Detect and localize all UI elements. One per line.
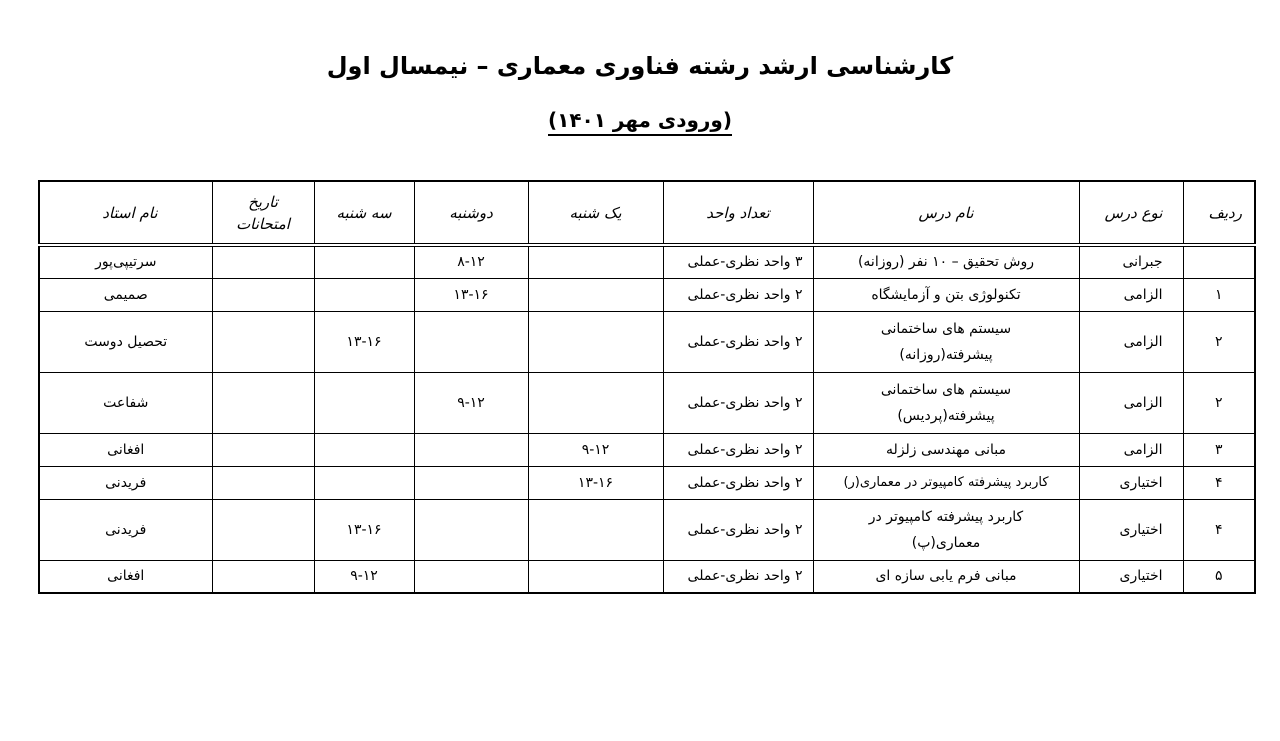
cell-units: ۲ واحد نظری-عملی [663,433,813,466]
cell-radif: ۴ [1183,499,1255,560]
header-exam-line2: امتحانات [236,214,290,233]
cell-course-type: اختیاری [1079,560,1183,593]
cell-monday [414,433,528,466]
cell-units: ۳ واحد نظری-عملی [663,245,813,278]
cell-course-type: الزامی [1079,433,1183,466]
course-name-line1: کاربرد پیشرفته کامپیوتر در [868,508,1024,525]
cell-units: ۲ واحد نظری-عملی [663,560,813,593]
cell-instructor: فریدنی [39,499,212,560]
cell-sunday [528,372,663,433]
cell-monday [414,311,528,372]
table-row [39,433,1255,466]
course-name-line1: کاربرد پیشرفته کامپیوتر در معماری(ر) [843,474,1049,490]
cell-instructor: افغانی [39,560,212,593]
cell-instructor: صمیمی [39,278,212,311]
cell-units: ۲ واحد نظری-عملی [663,278,813,311]
cell-monday: ۹-۱۲ [414,372,528,433]
table-row [39,560,1255,593]
cell-tuesday [314,433,414,466]
cell-course-name [813,466,1079,499]
cell-course-type: اختیاری [1079,499,1183,560]
table-row [39,278,1255,311]
cell-exam-date [212,560,314,593]
cell-radif: ۳ [1183,433,1255,466]
cell-instructor: سرتیپی‌پور [39,245,212,278]
cell-tuesday [314,372,414,433]
cell-tuesday [314,245,414,278]
cell-sunday [528,311,663,372]
cell-sunday: ۹-۱۲ [528,433,663,466]
cell-monday [414,560,528,593]
cell-radif: ۱ [1183,278,1255,311]
cell-exam-date [212,433,314,466]
course-name-line1: مبانی فرم یابی سازه ای [875,568,1017,585]
cell-exam-date [212,499,314,560]
header-exam-date [212,181,314,245]
cell-units: ۲ واحد نظری-عملی [663,466,813,499]
document-title: کارشناسی ارشد رشته فناوری معماری – نیمسال اول [326,52,954,80]
cell-exam-date [212,278,314,311]
cell-monday [414,499,528,560]
course-name-line1: روش تحقیق – ۱۰ نفر (روزانه) [857,254,1035,271]
cell-course-type: الزامی [1079,311,1183,372]
header-tuesday: سه شنبه [314,181,414,245]
cell-course-name [813,245,1079,278]
course-name-line1: سیستم های ساختمانی [880,381,1012,398]
cell-tuesday [314,466,414,499]
table-row [39,311,1255,372]
cell-course-type: الزامی [1079,372,1183,433]
cell-units: ۲ واحد نظری-عملی [663,499,813,560]
course-name-line1: تکنولوژی بتن و آزمایشگاه [871,286,1021,303]
cell-sunday [528,245,663,278]
header-radif: ردیف [1183,181,1255,245]
cell-exam-date [212,311,314,372]
cell-course-name [813,278,1079,311]
cell-instructor: افغانی [39,433,212,466]
course-name-line2: پیشرفته(روزانه) [899,346,993,363]
cell-exam-date [212,245,314,278]
cell-tuesday [314,278,414,311]
cell-radif: ۲ [1183,372,1255,433]
cell-instructor: فریدنی [39,466,212,499]
cell-units: ۲ واحد نظری-عملی [663,311,813,372]
cell-monday [414,466,528,499]
cell-sunday [528,499,663,560]
header-sunday: یک شنبه [528,181,663,245]
cell-sunday: ۱۳-۱۶ [528,466,663,499]
cell-tuesday: ۱۳-۱۶ [314,499,414,560]
course-name-line2: معماری(پ) [911,534,981,551]
cell-radif: ۲ [1183,311,1255,372]
header-instructor: نام استاد [39,181,212,245]
cell-course-type: جبرانی [1079,245,1183,278]
cell-instructor: شفاعت [39,372,212,433]
cell-tuesday: ۱۳-۱۶ [314,311,414,372]
table-row [39,499,1255,560]
cell-course-name [813,499,1079,560]
cell-units: ۲ واحد نظری-عملی [663,372,813,433]
course-name-line1: سیستم های ساختمانی [880,320,1012,337]
course-name-line2: پیشرفته(پردیس) [897,407,995,424]
header-exam-line1: تاریخ [248,192,278,211]
course-schedule-table [38,180,1256,594]
header-units: تعداد واحد [663,181,813,245]
cell-course-name [813,433,1079,466]
cell-exam-date [212,466,314,499]
cell-course-name [813,311,1079,372]
cell-radif [1183,245,1255,278]
header-row [39,181,1255,245]
cell-course-type: الزامی [1079,278,1183,311]
header-course-type: نوع درس [1079,181,1183,245]
cell-instructor: تحصیل دوست [39,311,212,372]
cell-course-name [813,560,1079,593]
table-row [39,245,1255,278]
cell-monday: ۸-۱۲ [414,245,528,278]
subtitle-text: (ورودی مهر ۱۴۰۱) [548,108,732,136]
header-course-name: نام درس [813,181,1079,245]
table-row [39,372,1255,433]
header-monday: دوشنبه [414,181,528,245]
document-subtitle [0,108,1280,132]
cell-sunday [528,278,663,311]
cell-sunday [528,560,663,593]
cell-tuesday: ۹-۱۲ [314,560,414,593]
cell-exam-date [212,372,314,433]
cell-monday: ۱۳-۱۶ [414,278,528,311]
cell-course-type: اختیاری [1079,466,1183,499]
course-name-line1: مبانی مهندسی زلزله [886,441,1006,458]
cell-radif: ۵ [1183,560,1255,593]
cell-radif: ۴ [1183,466,1255,499]
table-row [39,466,1255,499]
cell-course-name [813,372,1079,433]
